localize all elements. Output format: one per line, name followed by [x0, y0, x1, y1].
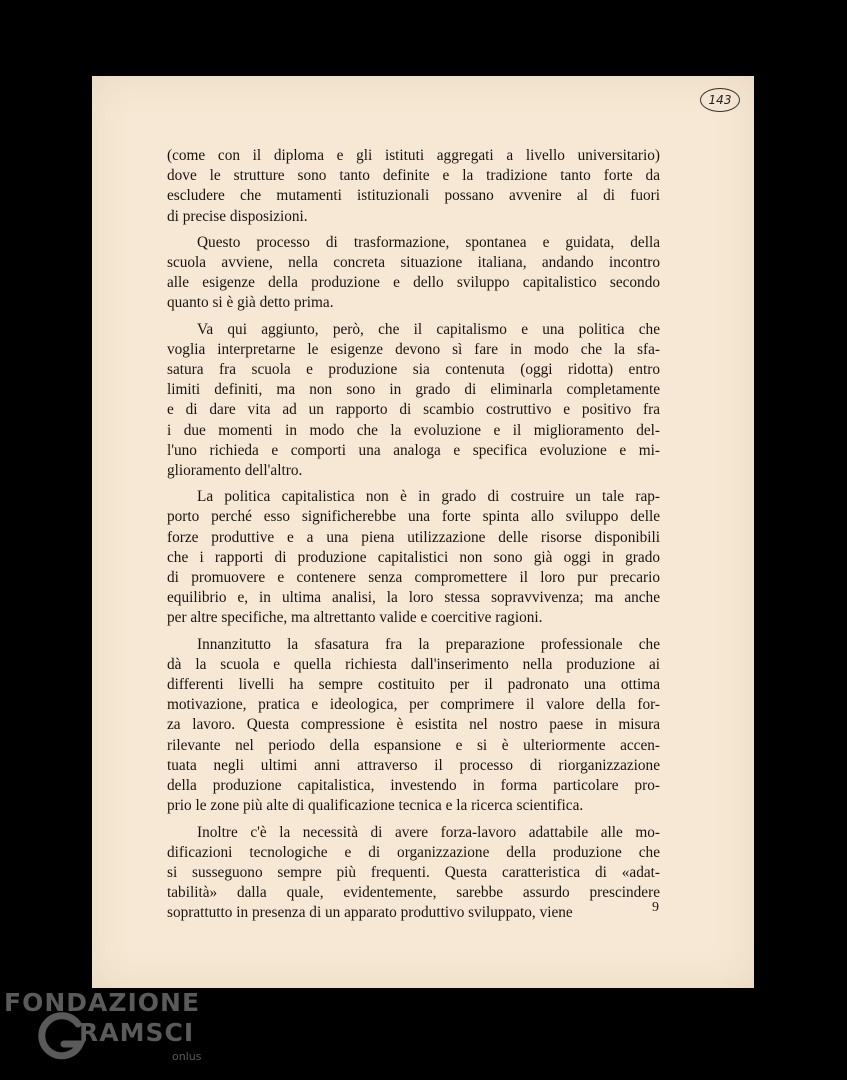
text-line: glioramento dell'altro. [167, 462, 303, 480]
text-line: satura fra scuola e produzione sia contenuta (oggi ridotta) entro [167, 361, 660, 379]
page-number: 9 [652, 900, 659, 915]
text-line: voglia interpretarne le esigenze devono sì fare in modo che la sfa- [167, 340, 660, 358]
text-line: soprattutto in presenza di un apparato produttivo sviluppato, viene [167, 904, 573, 922]
text-line: di promuovere e contenere senza compromettere il loro pur precario [167, 569, 660, 587]
text-line: limiti definiti, ma non sono in grado di eliminarla completamente [167, 381, 660, 399]
logo-text-fondazione: FONDAZIONE [4, 988, 201, 1017]
text-line: dove le strutture sono tanto definite e la tradizione tanto forte da [167, 167, 660, 185]
text-line: rilevante nel periodo della espansione e si è ulteriormente accen- [167, 736, 660, 754]
text-line: prio le zone più alte di qualificazione tecnica e la ricerca scientifica. [167, 797, 584, 815]
text-line: quanto si è già detto prima. [167, 294, 334, 312]
text-line: La politica capitalistica non è in grado di costruire un tale rap- [197, 488, 660, 506]
text-line: e di dare vita ad un rapporto di scambio costruttivo e positivo fra [167, 401, 660, 419]
body-text [167, 146, 660, 930]
fondazione-gramsci-logo [4, 988, 214, 1068]
paragraph [167, 233, 660, 314]
text-line: Innanzitutto la sfasatura fra la preparazione professionale che [197, 635, 660, 653]
text-line: per altre specifiche, ma altrettanto valide e coercitive ragioni. [167, 609, 543, 627]
text-line: alle esigenze della produzione e dello sviluppo capitalistico secondo [167, 274, 660, 292]
text-line: l'uno richieda e comporti una analoga e specifica evoluzione e mi- [167, 441, 660, 459]
logo-text-onlus: onlus [172, 1050, 202, 1063]
paragraph [167, 146, 660, 227]
text-line: dà la scuola e quella richiesta dall'inserimento nella produzione ai [167, 655, 660, 673]
text-line: za lavoro. Questa compressione è esistita nel nostro paese in misura [167, 716, 660, 734]
logo-text-gramsci: RAMSCI [79, 1018, 195, 1047]
archive-stamp: 143 [700, 88, 740, 112]
paragraph [167, 823, 660, 924]
text-line: tabilità» dalla quale, evidentemente, sarebbe assurdo prescindere [167, 884, 660, 902]
text-line: equilibrio e, in ultima analisi, la loro stessa sopravvivenza; ma anche [167, 589, 660, 607]
text-line: tuata negli ultimi anni attraverso il processo di riorganizzazione [167, 756, 660, 774]
text-line: forze produttive e a una piena utilizzazione delle risorse disponibili [167, 528, 660, 546]
text-line: escludere che mutamenti istituzionali possano avvenire al di fuori [167, 187, 660, 205]
text-line: porto perché esso significherebbe una forte spinta allo sviluppo delle [167, 508, 660, 526]
text-line: Va qui aggiunto, però, che il capitalismo e una politica che [197, 320, 660, 338]
paragraph [167, 635, 660, 817]
paragraph [167, 487, 660, 628]
text-line: i due momenti in modo che la evoluzione e il miglioramento del- [167, 421, 660, 439]
paragraph [167, 320, 660, 482]
text-line: scuola avviene, nella concreta situazione italiana, andando incontro [167, 254, 660, 272]
text-line: motivazione, pratica e ideologica, per comprimere il valore della for- [167, 696, 660, 714]
text-line: dificazioni tecnologiche e di organizzazione della produzione che [167, 843, 660, 861]
text-line: differenti livelli ha sempre costituito per il padronato una ottima [167, 676, 660, 694]
text-line: Inoltre c'è la necessità di avere forza-lavoro adattabile alle mo- [197, 823, 660, 841]
text-line: (come con il diploma e gli istituti aggregati a livello universitario) [167, 147, 660, 164]
text-line: della produzione capitalistica, investendo in forma particolare pro- [167, 777, 660, 795]
text-line: Questo processo di trasformazione, spontanea e guidata, della [197, 233, 660, 251]
text-line: di precise disposizioni. [167, 207, 308, 225]
text-line: che i rapporti di produzione capitalistici non sono già oggi in grado [167, 548, 660, 566]
text-line: si susseguono sempre più frequenti. Questa caratteristica di «adat- [167, 863, 660, 881]
